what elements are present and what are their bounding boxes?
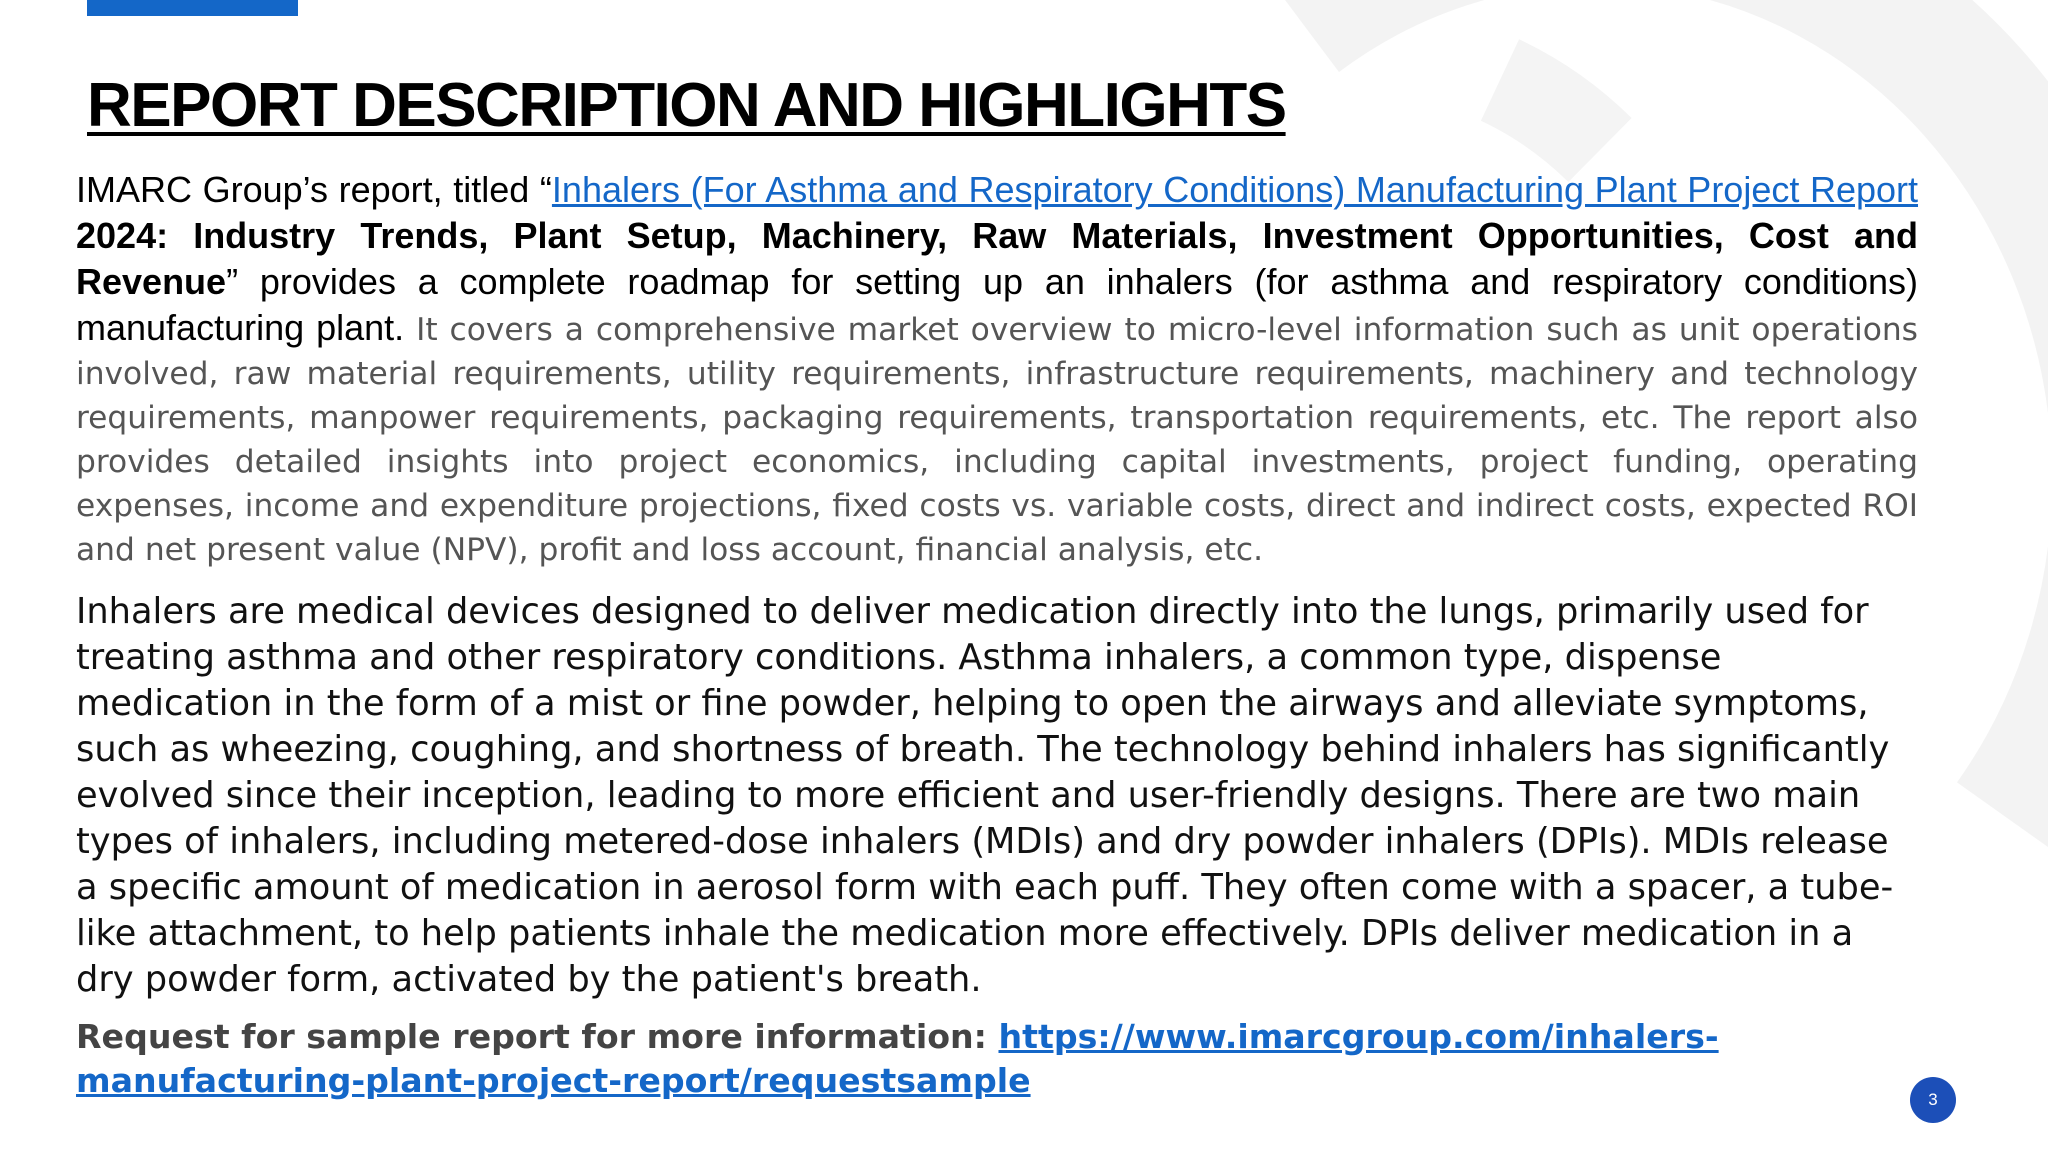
sample-request-label: Request for sample report for more information: bbox=[76, 1017, 999, 1056]
report-title-bold: 2024: Industry Trends, Plant Setup, Machinery, Raw Materials, Investment Opportunities, Cost and Revenue bbox=[76, 215, 1918, 302]
intro-prefix: IMARC Group’s report, titled “ bbox=[76, 169, 552, 210]
report-title-link[interactable]: Inhalers (For Asthma and Respiratory Conditions) Manufacturing Plant Project Report bbox=[551, 169, 1919, 210]
report-summary-paragraph bbox=[76, 168, 1918, 572]
page-number-badge: 3 bbox=[1910, 1077, 1956, 1123]
inhalers-description-paragraph: Inhalers are medical devices designed to deliver medication directly into the lungs, primarily used for treating asthma and other respiratory conditions. Asthma inhalers, a common type, dispense medication in the form of a mist or fine powder, helping to open the airways and alleviate symptoms, such as wheezing, coughing, and shortness of breath. The technology behind inhalers has significantly evolved since their inception, leading to more efficient and user-friendly designs. There are two main types of inhalers, including metered-dose inhalers (MDIs) and dry powder inhalers (DPIs). MDIs release a specific amount of medication in aerosol form with each puff. They often come with a spacer, a tube-like attachment, to help patients inhale the medication more effectively. DPIs deliver medication in a dry powder form, activated by the patient's breath. bbox=[76, 591, 1894, 1000]
top-accent-bar bbox=[87, 0, 298, 16]
sample-request-link[interactable]: https://www.imarcgroup.com/inhalers-manufacturing-plant-project-report/requestsample bbox=[76, 1017, 1719, 1100]
content-area bbox=[76, 168, 1918, 1103]
report-details-text: It covers a comprehensive market overview to micro-level information such as unit operations involved, raw material requirements, utility requirements, infrastructure requirements, machinery and technology requirements, manpower requirements, packaging requirements, transportation requirements, etc. The report also provides detailed insights into project economics, including capital investments, project funding, operating expenses, income and expenditure projections, fixed costs vs. variable costs, direct and indirect costs, expected ROI and net present value (NPV), profit and loss account, financial analysis, etc. bbox=[76, 312, 1918, 568]
sample-request-line bbox=[76, 1015, 1918, 1103]
intro-after-title: ” provides a complete roadmap for setting up an inhalers (for asthma and respiratory conditions) manufacturing plant. bbox=[76, 261, 1918, 348]
page-title: REPORT DESCRIPTION AND HIGHLIGHTS bbox=[87, 71, 1286, 140]
